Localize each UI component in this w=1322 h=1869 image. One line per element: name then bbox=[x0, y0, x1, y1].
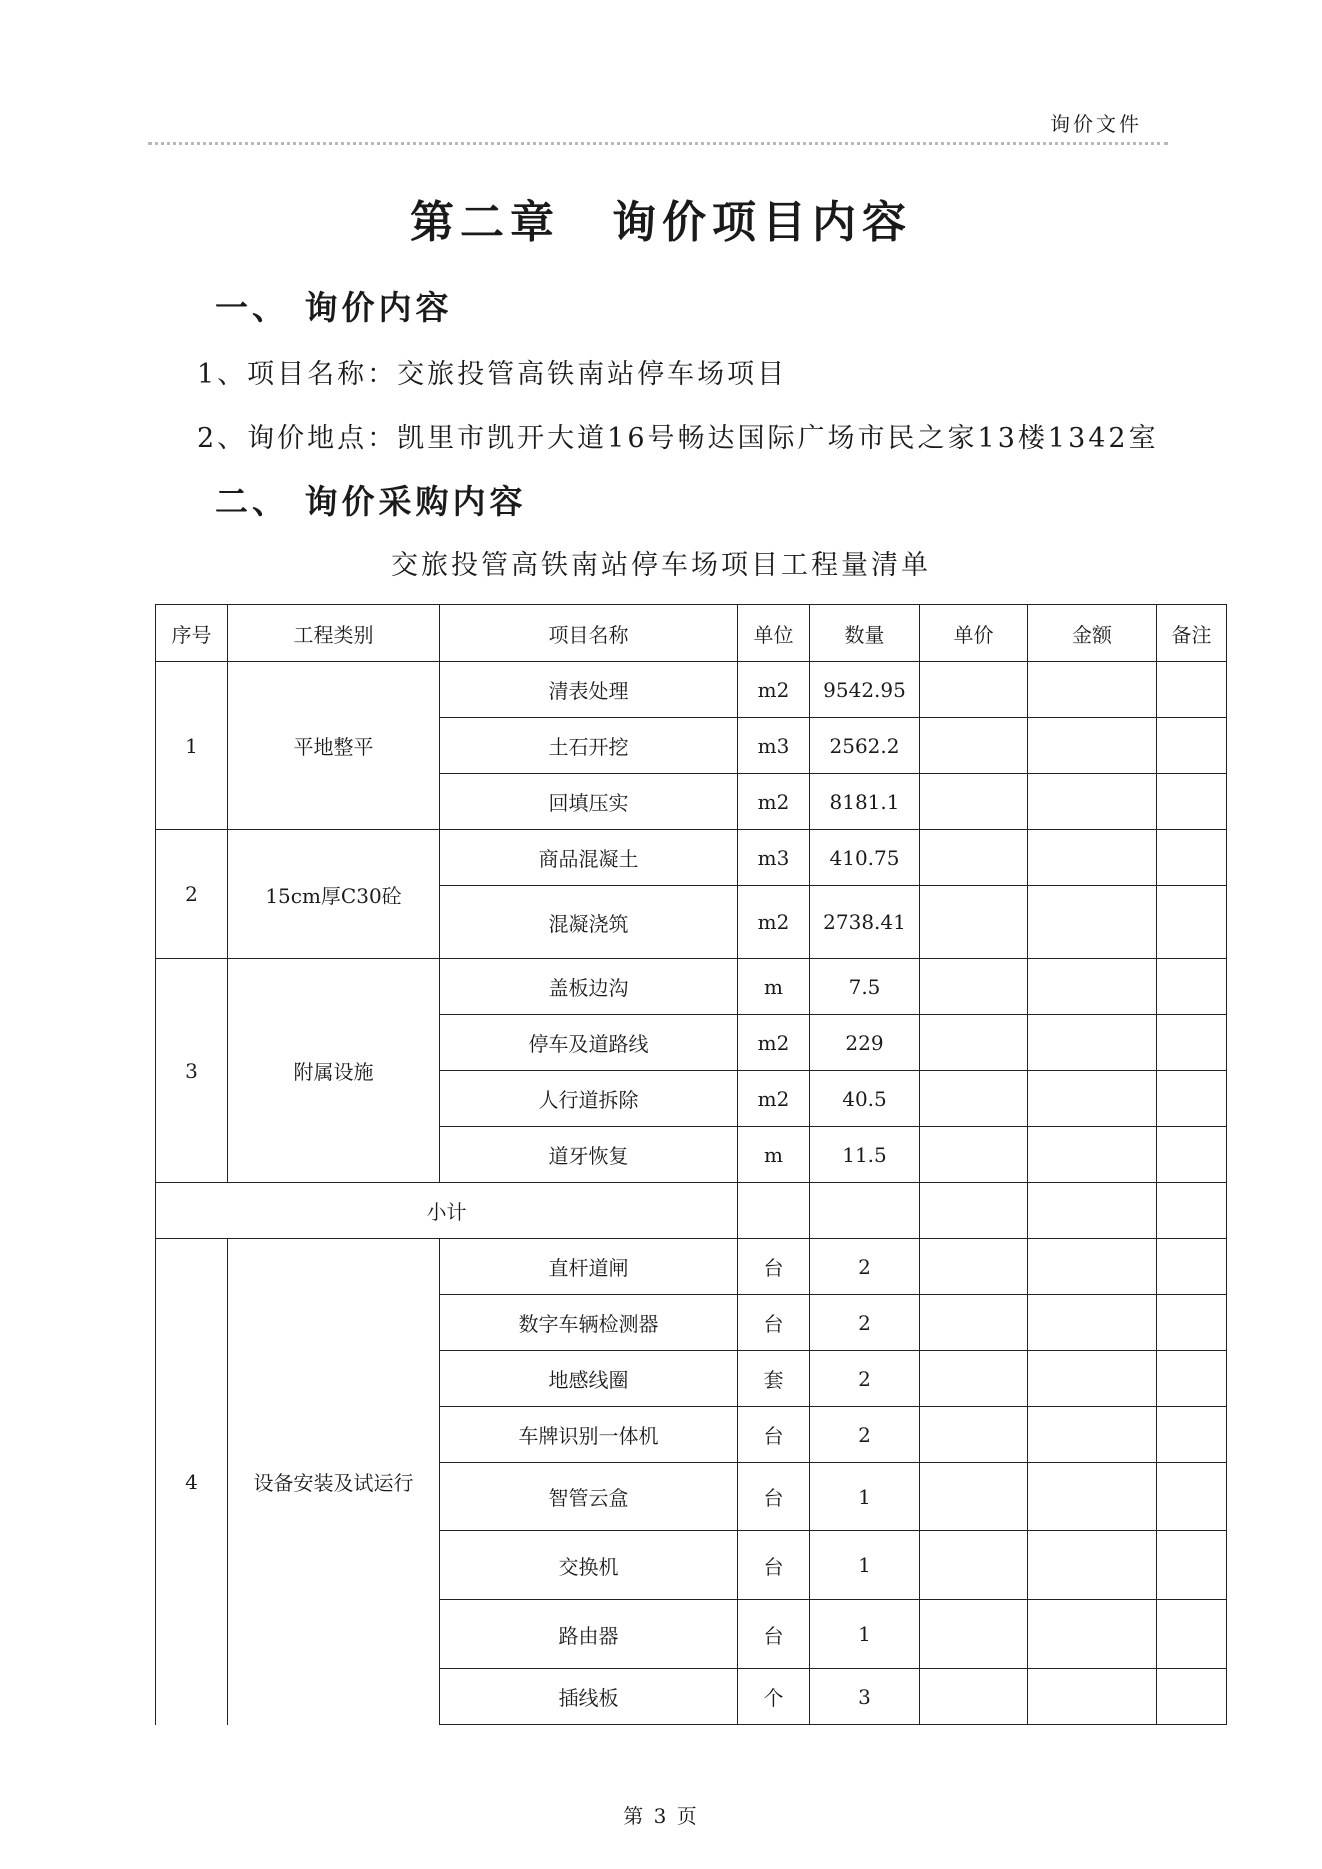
item-unit: 台 bbox=[738, 1407, 810, 1463]
remark-cell bbox=[1157, 1127, 1227, 1183]
item-name: 回填压实 bbox=[440, 774, 738, 830]
group-number: 2 bbox=[156, 830, 228, 959]
item-qty: 1 bbox=[810, 1531, 920, 1600]
table-caption: 交旅投管高铁南站停车场项目工程量清单 bbox=[391, 550, 931, 581]
unit-price-cell bbox=[920, 1127, 1028, 1183]
item-name: 地感线圈 bbox=[440, 1351, 738, 1407]
subtotal-amount-cell bbox=[1028, 1183, 1157, 1239]
item-unit: m2 bbox=[738, 774, 810, 830]
item-unit: m bbox=[738, 959, 810, 1015]
chapter-title bbox=[0, 186, 1322, 250]
amount-cell bbox=[1028, 886, 1157, 959]
group-number: 3 bbox=[156, 959, 228, 1183]
table-row bbox=[156, 662, 1227, 718]
item-unit: m3 bbox=[738, 830, 810, 886]
amount-cell bbox=[1028, 959, 1157, 1015]
section-heading-1: 一、 询价内容 bbox=[215, 288, 453, 327]
unit-price-cell bbox=[920, 774, 1028, 830]
item-unit: m bbox=[738, 1127, 810, 1183]
chapter-name: 询价项目内容 bbox=[612, 197, 912, 248]
item-name: 直杆道闸 bbox=[440, 1239, 738, 1295]
subtotal-unit-cell bbox=[738, 1183, 810, 1239]
item-name: 清表处理 bbox=[440, 662, 738, 718]
group-category: 平地整平 bbox=[228, 662, 440, 830]
amount-cell bbox=[1028, 1071, 1157, 1127]
item-qty: 2 bbox=[810, 1351, 920, 1407]
unit-price-cell bbox=[920, 1239, 1028, 1295]
unit-price-cell bbox=[920, 830, 1028, 886]
item-name: 路由器 bbox=[440, 1600, 738, 1669]
amount-cell bbox=[1028, 1600, 1157, 1669]
item-qty: 9542.95 bbox=[810, 662, 920, 718]
unit-price-cell bbox=[920, 1015, 1028, 1071]
item-qty: 11.5 bbox=[810, 1127, 920, 1183]
item-unit: 个 bbox=[738, 1669, 810, 1725]
unit-price-cell bbox=[920, 959, 1028, 1015]
unit-price-cell bbox=[920, 1351, 1028, 1407]
item-unit: m2 bbox=[738, 662, 810, 718]
amount-cell bbox=[1028, 1407, 1157, 1463]
item-qty: 229 bbox=[810, 1015, 920, 1071]
group-number: 4 bbox=[156, 1239, 228, 1725]
unit-price-cell bbox=[920, 886, 1028, 959]
item-qty: 1 bbox=[810, 1600, 920, 1669]
page-number: 第 3 页 bbox=[623, 1804, 699, 1828]
item-qty: 2562.2 bbox=[810, 718, 920, 774]
amount-cell bbox=[1028, 830, 1157, 886]
item-name: 盖板边沟 bbox=[440, 959, 738, 1015]
unit-price-cell bbox=[920, 1463, 1028, 1531]
item-qty: 3 bbox=[810, 1669, 920, 1725]
remark-cell bbox=[1157, 1239, 1227, 1295]
remark-cell bbox=[1157, 1015, 1227, 1071]
col-header-qty: 数量 bbox=[810, 605, 920, 662]
remark-cell bbox=[1157, 1531, 1227, 1600]
chapter-number: 第二章 bbox=[410, 197, 560, 248]
amount-cell bbox=[1028, 1351, 1157, 1407]
item-qty: 2 bbox=[810, 1295, 920, 1351]
remark-cell bbox=[1157, 1600, 1227, 1669]
header-label: 询价文件 bbox=[1050, 112, 1142, 136]
col-header-item: 项目名称 bbox=[440, 605, 738, 662]
unit-price-cell bbox=[920, 718, 1028, 774]
amount-cell bbox=[1028, 1295, 1157, 1351]
col-header-category: 工程类别 bbox=[228, 605, 440, 662]
item-name: 插线板 bbox=[440, 1669, 738, 1725]
amount-cell bbox=[1028, 774, 1157, 830]
subtotal-remark-cell bbox=[1157, 1183, 1227, 1239]
item-name: 混凝浇筑 bbox=[440, 886, 738, 959]
item-unit: 台 bbox=[738, 1295, 810, 1351]
remark-cell bbox=[1157, 1669, 1227, 1725]
inquiry-location-line: 2、询价地点：凯里市凯开大道16号畅达国际广场市民之家13楼1342室 bbox=[197, 423, 1159, 454]
remark-cell bbox=[1157, 959, 1227, 1015]
table-header-row bbox=[156, 605, 1227, 662]
group-category: 附属设施 bbox=[228, 959, 440, 1183]
amount-cell bbox=[1028, 1015, 1157, 1071]
remark-cell bbox=[1157, 1407, 1227, 1463]
item-qty: 410.75 bbox=[810, 830, 920, 886]
unit-price-cell bbox=[920, 1600, 1028, 1669]
unit-price-cell bbox=[920, 1407, 1028, 1463]
amount-cell bbox=[1028, 718, 1157, 774]
item-name: 土石开挖 bbox=[440, 718, 738, 774]
item-name: 数字车辆检测器 bbox=[440, 1295, 738, 1351]
subtotal-label: 小计 bbox=[156, 1183, 738, 1239]
amount-cell bbox=[1028, 1669, 1157, 1725]
unit-price-cell bbox=[920, 1669, 1028, 1725]
table-row bbox=[156, 830, 1227, 886]
item-qty: 2 bbox=[810, 1239, 920, 1295]
subtotal-qty-cell bbox=[810, 1183, 920, 1239]
item-qty: 8181.1 bbox=[810, 774, 920, 830]
item-qty: 40.5 bbox=[810, 1071, 920, 1127]
col-header-unit: 单位 bbox=[738, 605, 810, 662]
item-name: 停车及道路线 bbox=[440, 1015, 738, 1071]
bill-of-quantities-table bbox=[155, 604, 1227, 1725]
section-heading-2: 二、 询价采购内容 bbox=[215, 482, 527, 521]
item-unit: 台 bbox=[738, 1600, 810, 1669]
col-header-remark: 备注 bbox=[1157, 605, 1227, 662]
item-name: 商品混凝土 bbox=[440, 830, 738, 886]
remark-cell bbox=[1157, 1071, 1227, 1127]
table-row bbox=[156, 1239, 1227, 1295]
remark-cell bbox=[1157, 718, 1227, 774]
unit-price-cell bbox=[920, 1531, 1028, 1600]
header-divider bbox=[148, 142, 1168, 145]
project-name-line: 1、项目名称：交旅投管高铁南站停车场项目 bbox=[197, 359, 788, 390]
amount-cell bbox=[1028, 1463, 1157, 1531]
col-header-no: 序号 bbox=[156, 605, 228, 662]
amount-cell bbox=[1028, 1531, 1157, 1600]
item-name: 交换机 bbox=[440, 1531, 738, 1600]
item-unit: m2 bbox=[738, 1015, 810, 1071]
item-qty: 7.5 bbox=[810, 959, 920, 1015]
remark-cell bbox=[1157, 662, 1227, 718]
unit-price-cell bbox=[920, 662, 1028, 718]
item-unit: m3 bbox=[738, 718, 810, 774]
unit-price-cell bbox=[920, 1295, 1028, 1351]
item-qty: 2 bbox=[810, 1407, 920, 1463]
remark-cell bbox=[1157, 830, 1227, 886]
amount-cell bbox=[1028, 1239, 1157, 1295]
table-row bbox=[156, 959, 1227, 1015]
remark-cell bbox=[1157, 1463, 1227, 1531]
item-qty: 1 bbox=[810, 1463, 920, 1531]
remark-cell bbox=[1157, 886, 1227, 959]
group-number: 1 bbox=[156, 662, 228, 830]
subtotal-row bbox=[156, 1183, 1227, 1239]
unit-price-cell bbox=[920, 1071, 1028, 1127]
item-name: 智管云盒 bbox=[440, 1463, 738, 1531]
item-name: 车牌识别一体机 bbox=[440, 1407, 738, 1463]
item-unit: m2 bbox=[738, 886, 810, 959]
item-unit: 套 bbox=[738, 1351, 810, 1407]
remark-cell bbox=[1157, 1351, 1227, 1407]
subtotal-price-cell bbox=[920, 1183, 1028, 1239]
remark-cell bbox=[1157, 774, 1227, 830]
group-category: 15cm厚C30砼 bbox=[228, 830, 440, 959]
col-header-unit-price: 单价 bbox=[920, 605, 1028, 662]
item-unit: m2 bbox=[738, 1071, 810, 1127]
group-category: 设备安装及试运行 bbox=[228, 1239, 440, 1725]
item-unit: 台 bbox=[738, 1463, 810, 1531]
item-name: 人行道拆除 bbox=[440, 1071, 738, 1127]
amount-cell bbox=[1028, 662, 1157, 718]
col-header-amount: 金额 bbox=[1028, 605, 1157, 662]
item-qty: 2738.41 bbox=[810, 886, 920, 959]
remark-cell bbox=[1157, 1295, 1227, 1351]
item-unit: 台 bbox=[738, 1531, 810, 1600]
amount-cell bbox=[1028, 1127, 1157, 1183]
item-unit: 台 bbox=[738, 1239, 810, 1295]
item-name: 道牙恢复 bbox=[440, 1127, 738, 1183]
